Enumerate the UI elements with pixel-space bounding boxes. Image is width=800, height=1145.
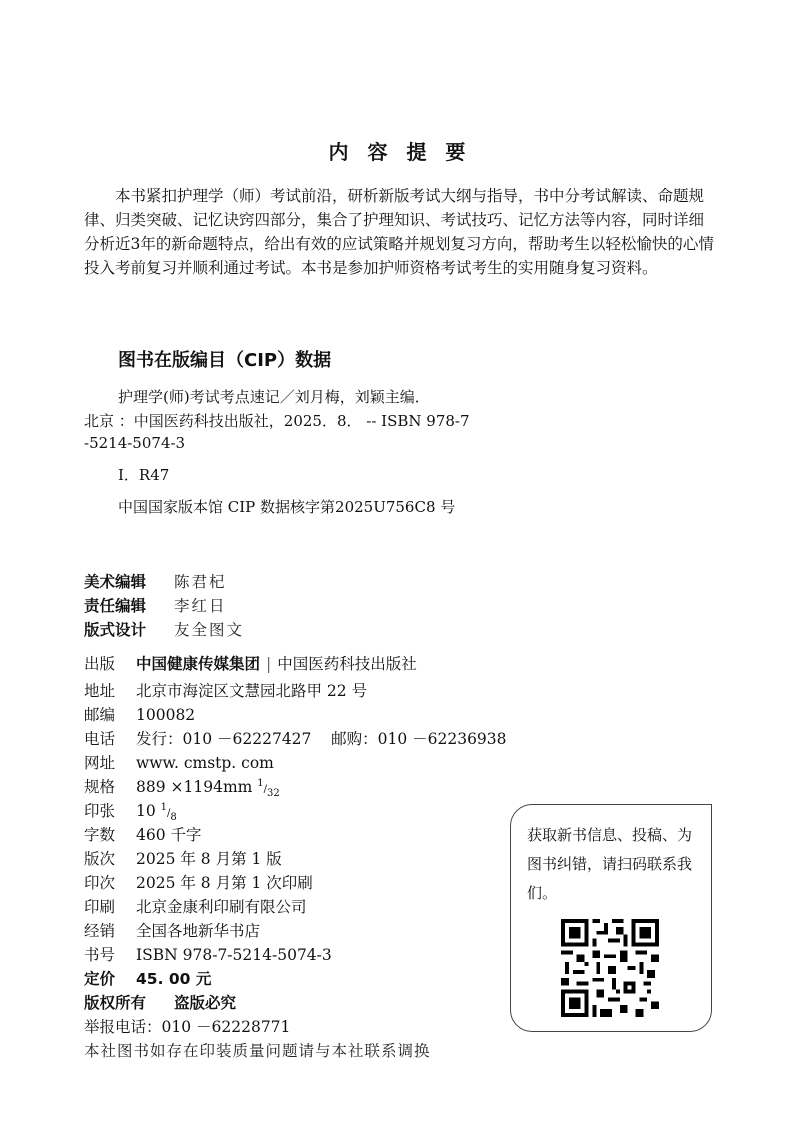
printer-value: 北京金康利印刷有限公司 [136, 898, 307, 916]
address-value: 北京市海淀区文慧园北路甲 22 号 [136, 682, 368, 700]
spec-fraction-denominator: 32 [267, 788, 280, 800]
publisher-press: 中国医药科技出版社 [277, 655, 417, 673]
art-editor-row [84, 570, 227, 592]
cip-line-1: 护理学(师)考试考点速记／刘月梅，刘颖主编． [118, 388, 430, 406]
content-summary [84, 184, 716, 280]
publisher-row [84, 652, 417, 674]
price-value: 45. 00 元 [136, 970, 212, 988]
qr-prompt-text: 获取新书信息、投稿、为图书纠错，请扫码联系我们。 [527, 826, 693, 902]
layout-design-label: 版式设计 [84, 621, 147, 639]
phone-label: 电话 [84, 730, 116, 748]
cip-line-4: Ⅰ．R47 [118, 466, 170, 484]
printing-times-label: 印次 [84, 874, 116, 892]
publisher-label: 出版 [84, 655, 116, 673]
qr-code[interactable] [561, 919, 659, 1017]
edition-row [84, 847, 282, 869]
printing-times-row [84, 871, 313, 893]
phone-row [84, 727, 507, 749]
phone-value: 发行：010 －62227427 邮购：010 －62236938 [136, 730, 507, 748]
sheets-fraction-numerator: 1 [160, 801, 168, 813]
sheets-value: 10 [136, 802, 156, 820]
address-label: 地址 [84, 682, 116, 700]
cip-line-5: 中国国家版本馆 CIP 数据核字第2025U756C8 号 [118, 498, 456, 516]
printer-label: 印刷 [84, 898, 116, 916]
website-row [84, 751, 274, 773]
printer-row [84, 895, 307, 917]
address-row [84, 679, 367, 701]
publisher-separator: | [266, 655, 272, 673]
distributor-row [84, 919, 260, 941]
spec-fraction-numerator: 1 [257, 777, 264, 789]
summary-paragraph: 本书紧扣护理学（师）考试前沿，研析新版考试大纲与指导，书中分考试解读、命题规律、归类突破、记忆诀窍四部分，集合了护理知识、考试技巧、记忆方法等内容，同时详细分析近3年的新命题特点，给出有效的应试策略并规划复习方向，帮助考生以轻松愉快的心情投入考前复习并顺利通过考试。本书是参加护师资格考试考生的实用随身复习资料。 [84, 187, 714, 277]
distributor-label: 经销 [84, 922, 116, 940]
postcode-row [84, 703, 195, 725]
sheets-row: 印张 10 $^1/_8$ [84, 799, 177, 823]
cip-line-2: 北京 ：中国医药科技出版社，2025．8． -- ISBN 978-7 [84, 412, 470, 430]
responsible-editor-value: 李红日 [174, 597, 227, 615]
copyright-value: 盗版必究 [174, 994, 237, 1012]
spec-row: 规格 889 ×1194mm $^1/_{32}$ [84, 775, 280, 799]
spec-label: 规格 [84, 778, 116, 796]
isbn-row [84, 943, 332, 965]
website-value[interactable]: www. cmstp. com [136, 754, 274, 772]
edition-label: 版次 [84, 850, 116, 868]
qr-contact-box [510, 804, 712, 1032]
layout-design-row [84, 618, 244, 640]
copyright-label: 版权所有 [84, 994, 147, 1012]
spec-value: 889 ×1194mm [136, 778, 253, 796]
word-count-label: 字数 [84, 826, 116, 844]
price-label: 定价 [84, 970, 116, 988]
layout-design-value: 友全图文 [174, 621, 245, 639]
responsible-editor-row [84, 594, 227, 616]
edition-value: 2025 年 8 月第 1 版 [136, 850, 282, 868]
cip-heading: 图书在版编目（CIP）数据 [118, 350, 332, 371]
report-phone: 举报电话：010 －62228771 [84, 1018, 291, 1036]
isbn-value: ISBN 978-7-5214-5074-3 [136, 946, 332, 964]
responsible-editor-label: 责任编辑 [84, 597, 147, 615]
distributor-value: 全国各地新华书店 [136, 922, 261, 940]
word-count-row [84, 823, 202, 845]
postcode-value: 100082 [136, 706, 196, 724]
word-count-value: 460 千字 [136, 826, 202, 844]
page-title: 内 容 提 要 [328, 140, 472, 164]
price-row [84, 967, 211, 989]
website-label: 网址 [84, 754, 116, 772]
sheets-label: 印张 [84, 802, 116, 820]
publisher-group: 中国健康传媒集团 [136, 655, 261, 673]
art-editor-value: 陈君杞 [174, 573, 227, 591]
printing-times-value: 2025 年 8 月第 1 次印刷 [136, 874, 313, 892]
cip-line-3: -5214-5074-3 [84, 434, 186, 452]
postcode-label: 邮编 [84, 706, 116, 724]
art-editor-label: 美术编辑 [84, 573, 147, 591]
copyright-row [84, 991, 236, 1013]
sheets-fraction-denominator: 8 [170, 812, 177, 824]
quality-notice: 本社图书如存在印装质量问题请与本社联系调换 [84, 1042, 431, 1060]
isbn-label: 书号 [84, 946, 116, 964]
